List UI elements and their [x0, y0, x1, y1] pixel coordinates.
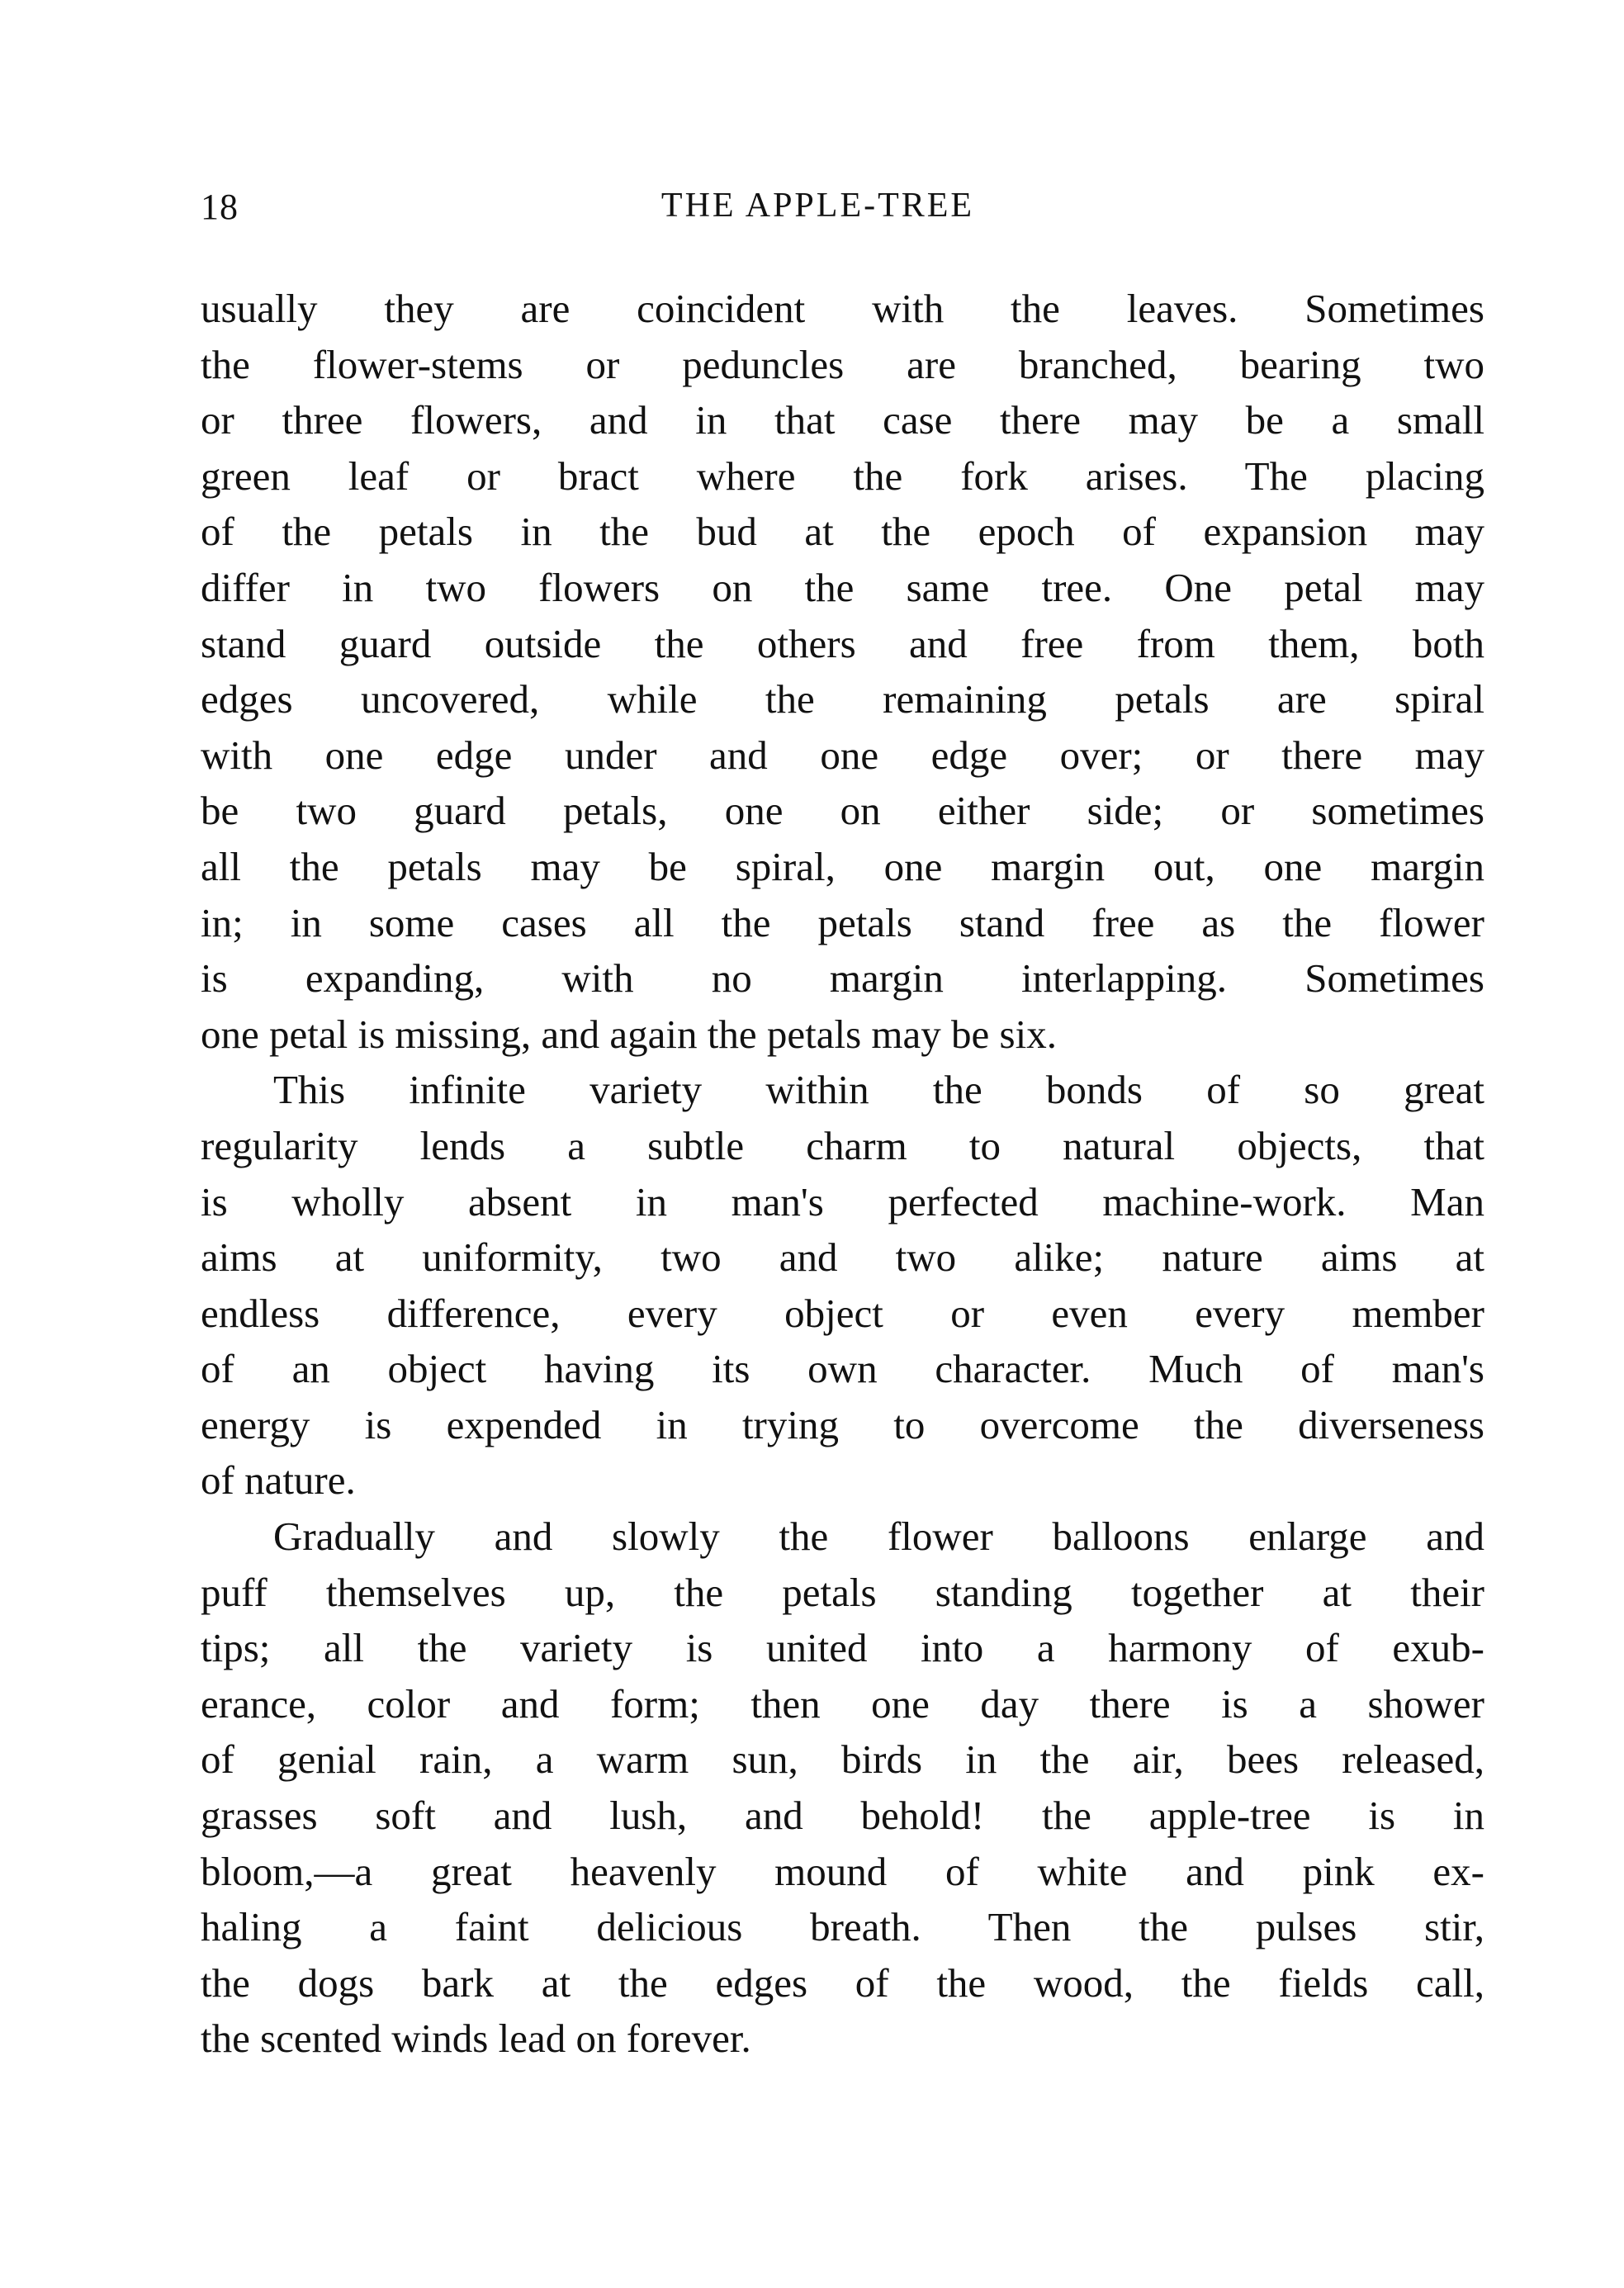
text-line: tips; all the variety is united into a harmony of exub- [201, 1625, 1484, 1671]
text-line: usually they are coincident with the leaves. Sometimes [201, 286, 1484, 331]
text-line: aims at uniformity, two and two alike; nature aims at [201, 1234, 1484, 1281]
page-header [201, 186, 1484, 235]
text-line: of genial rain, a warm sun, birds in the air, bees released, [201, 1736, 1484, 1783]
text-line: regularity lends a subtle charm to natural objects, that [201, 1122, 1484, 1168]
text-line: differ in two flowers on the same tree. One petal may [201, 564, 1484, 610]
text-line: of the petals in the bud at the epoch of expansion may [201, 509, 1484, 555]
body-text [201, 281, 1484, 2067]
paragraph [201, 1509, 1484, 2067]
text-line: be two guard petals, one on either side; or sometimes [201, 788, 1484, 834]
text-line: the flower-stems or peduncles are branched, bearing two [201, 341, 1484, 387]
text-line: grasses soft and lush, and behold! the apple-tree is in [201, 1793, 1484, 1839]
text-line: erance, color and form; then one day there is a shower [201, 1680, 1484, 1727]
text-line: all the petals may be spiral, one margin out, one margin [201, 843, 1484, 889]
text-line: is wholly absent in man's perfected machine-work. Man [201, 1178, 1484, 1225]
text-line: This infinite variety within the bonds of so great [273, 1067, 1484, 1113]
text-line: of an object having its own character. Much of man's [201, 1346, 1484, 1392]
text-line: is expanding, with no margin interlapping. Sometimes [201, 955, 1484, 1002]
text-line: or three flowers, and in that case there may be a small [201, 397, 1484, 443]
text-line: in; in some cases all the petals stand free as the flower [201, 899, 1484, 945]
text-line: Gradually and slowly the flower balloons enlarge and [273, 1513, 1484, 1560]
text-line: puff themselves up, the petals standing together at their [201, 1569, 1484, 1615]
text-line: energy is expended in trying to overcome the diverseness [201, 1401, 1484, 1447]
page-number: 18 [201, 187, 239, 227]
text-line: one petal is missing, and again the petals may be six. [201, 1011, 1057, 1057]
text-line: endless difference, every object or even every member [201, 1290, 1484, 1336]
text-line: the dogs bark at the edges of the wood, the fields call, [201, 1959, 1484, 2006]
text-line: green leaf or bract where the fork arises. The placing [201, 452, 1484, 499]
text-line: stand guard outside the others and free from them, both [201, 620, 1484, 666]
paragraph [201, 1062, 1484, 1509]
running-title: THE APPLE-TREE [660, 187, 975, 225]
paragraph [201, 281, 1484, 1062]
text-line: edges uncovered, while the remaining petals are spiral [201, 676, 1484, 722]
text-line: of nature. [201, 1457, 356, 1504]
text-line: bloom,—a great heavenly mound of white and pink ex- [201, 1848, 1484, 1894]
text-line: haling a faint delicious breath. Then the pulses stir, [201, 1904, 1484, 1950]
text-line: the scented winds lead on forever. [201, 2016, 751, 2062]
text-line: with one edge under and one edge over; or there may [201, 732, 1484, 778]
